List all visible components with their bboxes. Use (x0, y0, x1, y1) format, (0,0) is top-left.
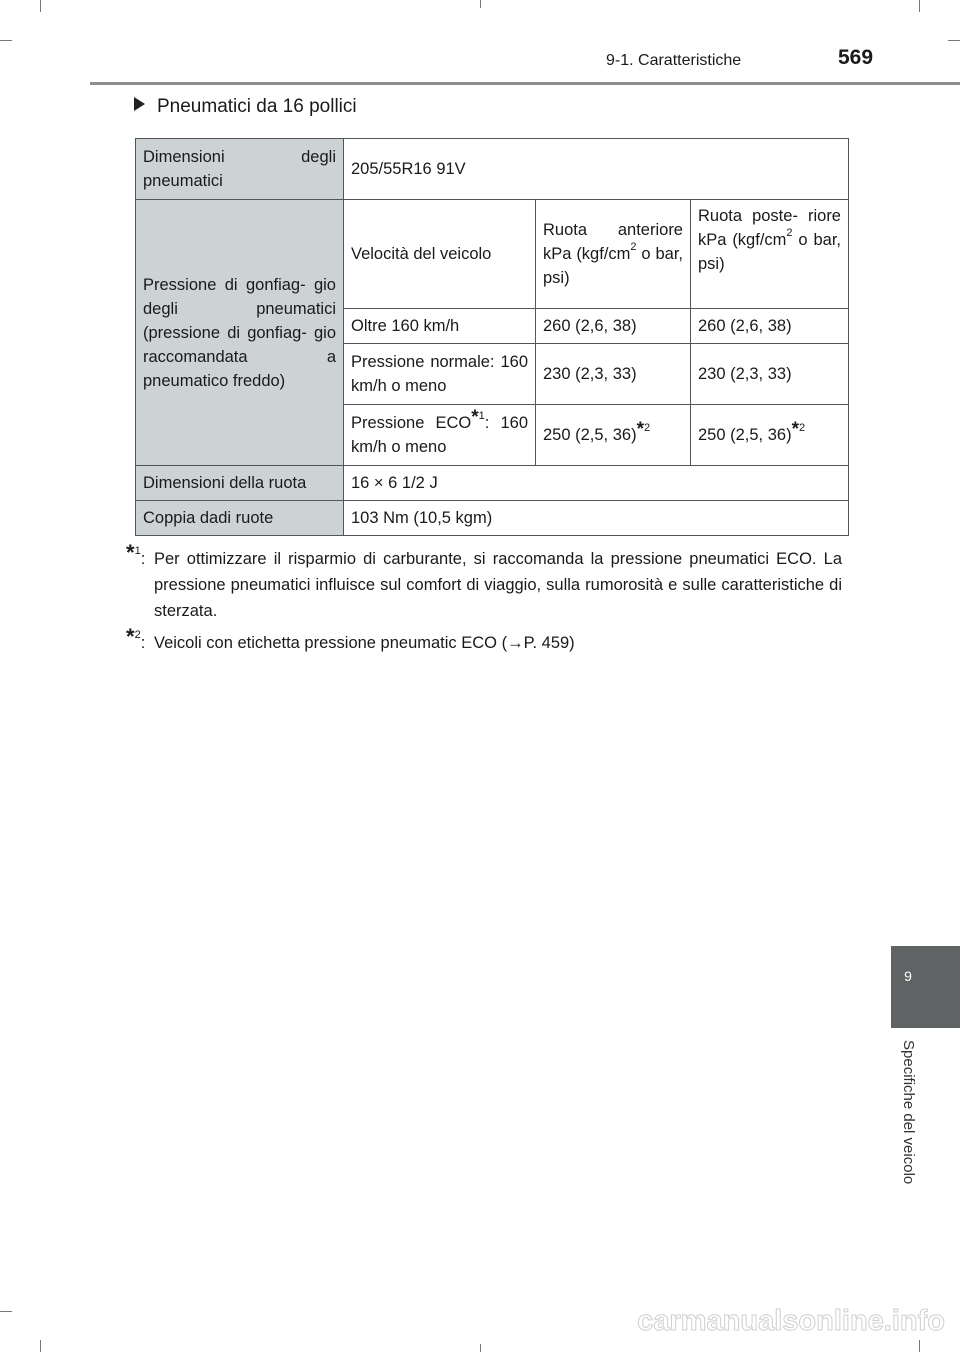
row3-speed-text-end: : 160 km/h o meno (351, 414, 529, 456)
crop-mark (0, 1311, 12, 1312)
wheel-size-value: 16 × 6 1/2 J (344, 466, 849, 501)
chapter-number: 9 (904, 968, 912, 984)
footnote-marker: *$^1$: (126, 540, 146, 568)
superscript: 2 (630, 241, 637, 253)
col-rear-text-end: o bar, psi) (698, 231, 841, 273)
crop-mark (40, 1340, 41, 1352)
footnote-text: Per ottimizzare il risparmio di carburante, si raccomanda la pressione pneumatici ECO. La pressione pneumatici influisce sul comfort di viaggio, sulla rumorosità e sulle caratteristiche di sterzata. (154, 550, 842, 620)
header-rule (90, 82, 960, 85)
asterisk-mark: * (126, 624, 135, 649)
chapter-tab (891, 946, 960, 1028)
footnote-2 (126, 624, 842, 656)
row3-front-value: 250 (2,5, 36) (543, 426, 637, 444)
col-front-text-end: o bar, psi) (543, 245, 683, 287)
row1-front: 260 (2,6, 38) (536, 309, 691, 344)
crop-mark (919, 0, 920, 12)
crop-mark (40, 0, 41, 12)
lug-nut-torque-label: Coppia dadi ruote (136, 501, 344, 536)
superscript: 1 (134, 545, 141, 557)
table-row (136, 466, 849, 501)
crop-mark (0, 40, 12, 41)
crop-mark (480, 1344, 481, 1352)
row2-speed: Pressione normale: 160 km/h o meno (344, 344, 536, 405)
page-number: 569 (838, 46, 874, 69)
col-rear-text: Ruota poste- riore kPa (kgf/cm (698, 207, 841, 249)
crop-mark (480, 0, 481, 8)
chapter-label: Specifiche del veicolo (900, 1040, 917, 1185)
row3-rear-value: 250 (2,5, 36) (698, 426, 792, 444)
asterisk-mark: * (126, 540, 135, 565)
section-title-text: Pneumatici da 16 pollici (157, 96, 357, 117)
watermark-logo (600, 1300, 950, 1340)
table-row (136, 200, 849, 309)
row3-rear (691, 405, 849, 466)
triangle-bullet-icon (134, 97, 145, 111)
row1-speed: Oltre 160 km/h (344, 309, 536, 344)
row1-rear: 260 (2,6, 38) (691, 309, 849, 344)
footnotes (126, 540, 842, 662)
superscript: 2 (786, 227, 793, 239)
crop-mark (948, 40, 960, 41)
pressure-label: Pressione di gonfiag- gio degli pneumatici (pressione di gonfiag- gio raccomandata a pneumatico freddo) (136, 200, 344, 466)
wheel-size-label: Dimensioni della ruota (136, 466, 344, 501)
footnote-marker: *$^2$: (126, 624, 146, 652)
superscript: 2 (798, 422, 806, 434)
footnote-1 (126, 540, 842, 624)
asterisk-mark: * (791, 419, 799, 440)
superscript: 2 (134, 629, 141, 641)
col-rear-header (691, 200, 849, 309)
row2-rear: 230 (2,3, 33) (691, 344, 849, 405)
col-front-text: Ruota anteriore kPa (kgf/cm (543, 221, 683, 263)
crop-mark (919, 1340, 920, 1352)
header-section: 9-1. Caratteristiche (606, 52, 742, 69)
footnote-text: Veicoli con etichetta pressione pneumatic ECO (→P. 459) (154, 634, 575, 652)
table-row (136, 501, 849, 536)
col-speed-header: Velocità del veicolo (344, 200, 536, 309)
superscript: 1 (478, 410, 485, 422)
tire-size-value: 205/55R16 91V (344, 139, 849, 200)
watermark-text: carmanualsonline.info (637, 1305, 945, 1337)
tire-size-label: Dimensioni degli pneumatici (136, 139, 344, 200)
asterisk-mark: * (471, 407, 479, 428)
table-row (136, 139, 849, 200)
lug-nut-torque-value: 103 Nm (10,5 kgm) (344, 501, 849, 536)
row3-speed (344, 405, 536, 466)
superscript: 2 (643, 422, 651, 434)
row2-front: 230 (2,3, 33) (536, 344, 691, 405)
col-front-header (536, 200, 691, 309)
asterisk-mark: * (636, 419, 644, 440)
tire-spec-table (135, 138, 849, 536)
row3-speed-text: Pressione ECO (351, 414, 472, 432)
section-title (134, 96, 357, 118)
row3-front (536, 405, 691, 466)
